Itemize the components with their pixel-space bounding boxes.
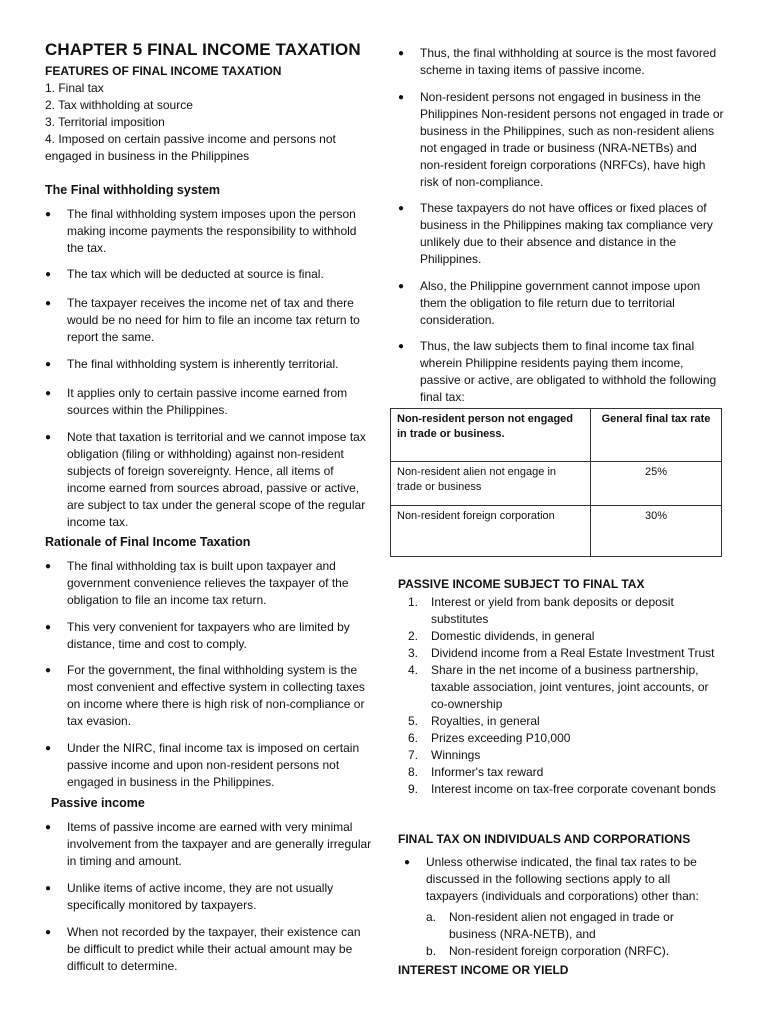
list-item: ● The final withholding system is inherently territorial. — [45, 357, 339, 371]
bullet-icon: ● — [398, 48, 405, 59]
bullet-icon: ● — [45, 388, 52, 399]
table-cell: 30% — [591, 506, 722, 557]
list-item: ● Items of passive income are earned with very minimal involvement from the taxpayer and are generally irregular in timing and amount. — [45, 820, 372, 868]
list-item: ● Unless otherwise indicated, the final tax rates to be discussed in the following sections apply to all taxpayers (individuals and corporations) other than: — [404, 855, 699, 903]
table-cell: Non-resident foreign corporation — [391, 506, 591, 557]
fws-heading: The Final withholding system — [45, 183, 221, 197]
bullet-icon: ● — [45, 359, 52, 370]
features-item-2: 2. Tax withholding at source — [45, 98, 193, 112]
table-cell: 25% — [591, 462, 722, 506]
list-item: ● Non-resident persons not engaged in business in the Philippines Non-resident persons not engaged in trade or business in the Philippines, such as non-resident aliens not engaged in trade or business (NRA-NETBs) and non-resident foreign corporations (NRFCs), have high risk of non-compliance. — [398, 90, 724, 189]
list-item: 3. Dividend income from a Real Estate Investment Trust — [408, 646, 715, 660]
list-item: 9. Interest income on tax-free corporate covenant bonds — [408, 782, 716, 796]
bullet-icon: ● — [45, 822, 52, 833]
list-item: ● Unlike items of active income, they are not usually specifically monitored by taxpayers. — [45, 881, 334, 912]
features-item-3: 3. Territorial imposition — [45, 115, 165, 129]
table-header-cell: Non-resident person not engaged in trade or business. — [391, 409, 591, 462]
bullet-icon: ● — [45, 209, 52, 220]
list-item: 7. Winnings — [408, 748, 481, 762]
list-item: ● Also, the Philippine government cannot impose upon them the obligation to file return due to territorial consideration. — [398, 279, 701, 327]
features-item-1: 1. Final tax — [45, 81, 104, 95]
list-item: 6. Prizes exceeding P10,000 — [408, 731, 571, 745]
bullet-icon: ● — [404, 857, 411, 868]
list-item: ● It applies only to certain passive income earned from sources within the Philippines. — [45, 386, 348, 417]
bullet-icon: ● — [398, 92, 405, 103]
list-item: ● This very convenient for taxpayers who are limited by distance, time and cost to comply. — [45, 620, 350, 651]
list-item: a. Non-resident alien not engaged in trade or business (NRA-NETB), and — [426, 910, 674, 941]
list-item: ● The final withholding tax is built upon taxpayer and government convenience relieves the taxpayer of the obligation to file an income tax return. — [45, 559, 349, 607]
exception-list — [398, 909, 724, 960]
passive-heading: Passive income — [51, 796, 145, 810]
bullet-icon: ● — [45, 432, 52, 443]
list-item: 4. Share in the net income of a business partnership, taxable association, joint ventures, joint accounts, or co-ownership — [408, 663, 709, 711]
list-item: ● Thus, the final withholding at source is the most favored scheme in taxing items of passive income. — [398, 46, 717, 77]
list-item: 2. Domestic dividends, in general — [408, 629, 595, 643]
features-heading: FEATURES OF FINAL INCOME TAXATION — [45, 64, 282, 78]
final-tax-heading: FINAL TAX ON INDIVIDUALS AND CORPORATIONS — [398, 832, 691, 846]
bullet-icon: ● — [398, 341, 405, 352]
features-item-4: 4. Imposed on certain passive income and persons not engaged in business in the Philippines — [45, 132, 336, 163]
list-item: ● The tax which will be deducted at source is final. — [45, 267, 324, 281]
passive-final-heading: PASSIVE INCOME SUBJECT TO FINAL TAX — [398, 577, 645, 591]
bullet-icon: ● — [45, 665, 52, 676]
table-header-cell: General final tax rate — [591, 409, 722, 462]
table-cell: Non-resident alien not engage in trade or business — [391, 462, 591, 506]
list-item: ● When not recorded by the taxpayer, their existence can be difficult to predict while their actual amount may be difficult to determine. — [45, 925, 361, 973]
bullet-icon: ● — [45, 927, 52, 938]
final-tax-rate-table — [390, 408, 722, 557]
bullet-icon: ● — [45, 883, 52, 894]
list-item: ● Thus, the law subjects them to final income tax final wherein Philippine residents paying them income, passive or active, are obligated to withhold the following final tax: — [398, 339, 717, 404]
bullet-icon: ● — [398, 203, 405, 214]
bullet-icon: ● — [45, 622, 52, 633]
list-item: ● The taxpayer receives the income net of tax and there would be no need for him to file an income tax return to report the same. — [45, 296, 360, 344]
bullet-icon: ● — [45, 269, 52, 280]
list-item: 1. Interest or yield from bank deposits or deposit substitutes — [408, 595, 674, 626]
table-row — [391, 462, 722, 506]
list-item: 5. Royalties, in general — [408, 714, 540, 728]
list-item: ● Note that taxation is territorial and we cannot impose tax obligation (filing or withholding) against non-resident subjects of foreign sovereignty. Hence, all items of income earned from sources abroad, passive or active, are subject to tax under the general scope of the regular income tax. — [45, 430, 366, 529]
chapter-title: CHAPTER 5 FINAL INCOME TAXATION — [45, 40, 361, 59]
list-item: b. Non-resident foreign corporation (NRFC). — [426, 944, 670, 958]
bullet-icon: ● — [45, 561, 52, 572]
list-item: ● For the government, the final withholding system is the most convenient and effective system in collecting taxes on income where there is high risk of non-compliance or tax evasion. — [45, 663, 365, 728]
list-item: ● The final withholding system imposes upon the person making income payments the responsibility to withhold the tax. — [45, 207, 357, 255]
passive-final-list — [398, 594, 724, 798]
table-row — [391, 506, 722, 557]
table-header-row — [391, 409, 722, 462]
rationale-heading: Rationale of Final Income Taxation — [45, 535, 251, 549]
list-item: ● Under the NIRC, final income tax is imposed on certain passive income and upon non-resident persons not engaged in business in the Philippines. — [45, 741, 360, 789]
bullet-icon: ● — [45, 743, 52, 754]
list-item: 8. Informer's tax reward — [408, 765, 544, 779]
bullet-icon: ● — [398, 281, 405, 292]
interest-heading: INTEREST INCOME OR YIELD — [398, 963, 569, 977]
bullet-icon: ● — [45, 298, 52, 309]
list-item: ● These taxpayers do not have offices or fixed places of business in the Philippines making tax compliance very unlikely due to their absence and distance in the Philippines. — [398, 201, 713, 266]
